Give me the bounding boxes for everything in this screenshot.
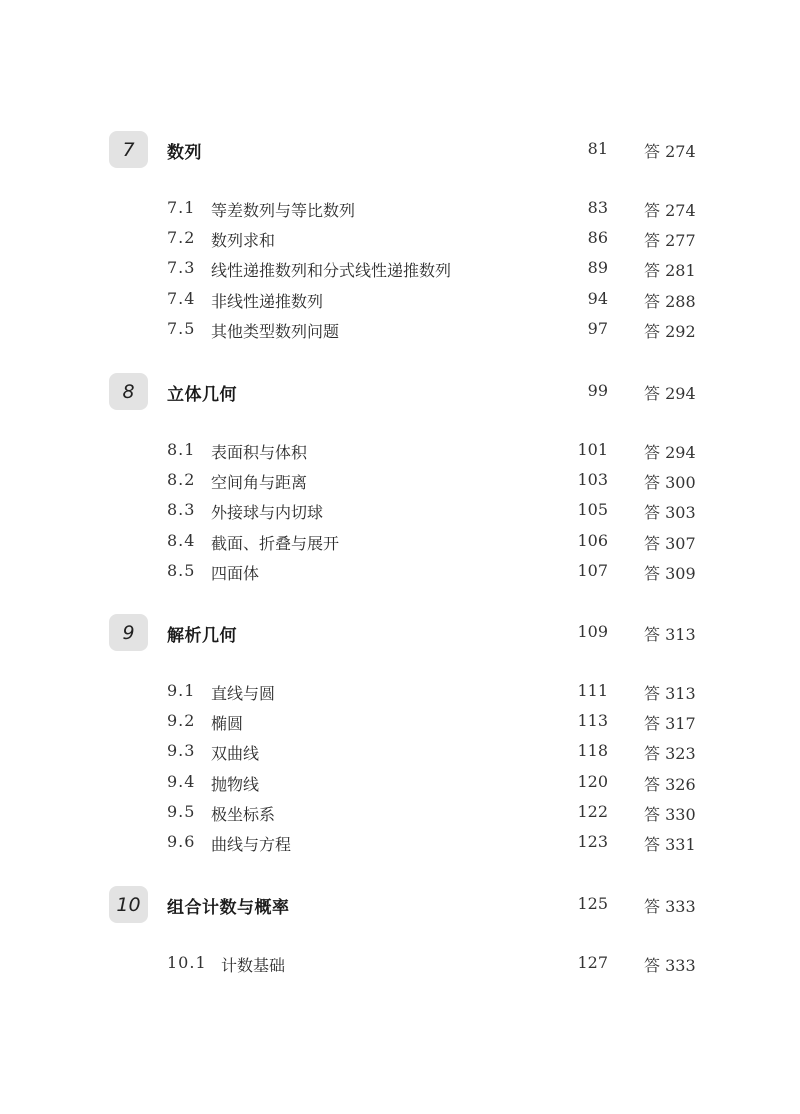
chapter-answer-page: 答 313 bbox=[644, 625, 696, 644]
chapter-title: 数列 bbox=[167, 143, 202, 163]
chapter-answer-page: 答 274 bbox=[644, 142, 696, 161]
section-row[interactable] bbox=[0, 949, 800, 979]
section-page-number: 120 bbox=[577, 771, 608, 791]
section-title: 其他类型数列问题 bbox=[211, 321, 340, 341]
section-number: 8.4 bbox=[167, 530, 196, 550]
chapter-number-badge: 10 bbox=[109, 886, 148, 923]
section-page-number: 94 bbox=[587, 288, 608, 308]
section-row[interactable] bbox=[0, 707, 800, 737]
section-answer-page: 答 277 bbox=[644, 231, 696, 251]
section-page-number: 113 bbox=[577, 711, 608, 731]
section-title: 双曲线 bbox=[211, 744, 260, 764]
section-number: 9.6 bbox=[167, 831, 196, 851]
section-row[interactable] bbox=[0, 677, 800, 707]
section-page-number: 127 bbox=[577, 953, 608, 972]
section-number: 8.2 bbox=[167, 470, 196, 490]
section-row[interactable] bbox=[0, 466, 800, 496]
chapter-title: 组合计数与概率 bbox=[167, 898, 290, 918]
section-row[interactable] bbox=[0, 315, 800, 345]
section-page-number: 106 bbox=[577, 530, 608, 550]
chapter-title: 立体几何 bbox=[167, 385, 237, 405]
section-row[interactable] bbox=[0, 194, 800, 224]
section-title: 空间角与距离 bbox=[211, 473, 308, 493]
chapter-answer-page: 答 294 bbox=[644, 384, 696, 403]
section-number: 7.5 bbox=[167, 318, 196, 338]
section-answer-page: 答 274 bbox=[644, 201, 696, 220]
section-title: 截面、折叠与展开 bbox=[211, 533, 340, 553]
section-title: 非线性递推数列 bbox=[211, 291, 324, 311]
chapter-heading[interactable] bbox=[0, 886, 800, 926]
section-title: 等差数列与等比数列 bbox=[211, 201, 356, 220]
section-number: 8.3 bbox=[167, 500, 196, 520]
section-number: 7.4 bbox=[167, 288, 196, 308]
section-page-number: 107 bbox=[577, 560, 608, 580]
section-number: 7.2 bbox=[167, 228, 196, 248]
chapter-page-number: 109 bbox=[577, 622, 608, 641]
chapter-heading[interactable] bbox=[0, 373, 800, 413]
section-page-number: 122 bbox=[577, 801, 608, 821]
section-number: 7.3 bbox=[167, 258, 196, 278]
section-number: 10.1 bbox=[167, 953, 207, 972]
section-title: 抛物线 bbox=[211, 774, 260, 794]
section-row[interactable] bbox=[0, 798, 800, 828]
section-page-number: 118 bbox=[577, 741, 608, 761]
section-row[interactable] bbox=[0, 828, 800, 858]
chapter-page-number: 99 bbox=[587, 381, 608, 400]
section-number: 9.5 bbox=[167, 801, 196, 821]
section-title: 线性递推数列和分式线性递推数列 bbox=[211, 261, 452, 281]
section-answer-page: 答 333 bbox=[644, 956, 696, 975]
section-row[interactable] bbox=[0, 436, 800, 466]
section-row[interactable] bbox=[0, 224, 800, 254]
section-number: 8.5 bbox=[167, 560, 196, 580]
section-row[interactable] bbox=[0, 254, 800, 284]
section-title: 极坐标系 bbox=[211, 804, 276, 824]
chapter-page-number: 125 bbox=[577, 894, 608, 913]
section-page-number: 97 bbox=[587, 318, 608, 338]
section-row[interactable] bbox=[0, 557, 800, 587]
chapter-title: 解析几何 bbox=[167, 626, 237, 646]
section-page-number: 103 bbox=[577, 470, 608, 490]
section-title: 表面积与体积 bbox=[211, 443, 308, 462]
section-number: 7.1 bbox=[167, 198, 196, 217]
chapter-9 bbox=[0, 614, 800, 858]
section-answer-page: 答 323 bbox=[644, 744, 696, 764]
section-answer-page: 答 288 bbox=[644, 291, 696, 311]
chapter-heading[interactable] bbox=[0, 131, 800, 171]
section-answer-page: 答 294 bbox=[644, 443, 696, 462]
chapter-number-badge: 7 bbox=[109, 131, 148, 168]
section-page-number: 86 bbox=[587, 228, 608, 248]
section-page-number: 105 bbox=[577, 500, 608, 520]
section-title: 计数基础 bbox=[221, 956, 286, 975]
chapter-7 bbox=[0, 131, 800, 345]
section-answer-page: 答 326 bbox=[644, 774, 696, 794]
chapter-answer-page: 答 333 bbox=[644, 897, 696, 916]
section-answer-page: 答 309 bbox=[644, 563, 696, 583]
section-answer-page: 答 292 bbox=[644, 321, 696, 341]
section-answer-page: 答 313 bbox=[644, 684, 696, 703]
section-number: 9.3 bbox=[167, 741, 196, 761]
section-answer-page: 答 330 bbox=[644, 804, 696, 824]
chapter-8 bbox=[0, 373, 800, 587]
section-answer-page: 答 281 bbox=[644, 261, 696, 281]
section-page-number: 83 bbox=[587, 198, 608, 217]
section-page-number: 111 bbox=[577, 681, 608, 700]
section-title: 椭圆 bbox=[211, 714, 244, 734]
section-row[interactable] bbox=[0, 768, 800, 798]
section-number: 9.4 bbox=[167, 771, 196, 791]
section-row[interactable] bbox=[0, 527, 800, 557]
section-row[interactable] bbox=[0, 285, 800, 315]
chapter-number-badge: 8 bbox=[109, 373, 148, 410]
section-list bbox=[0, 949, 800, 979]
section-list bbox=[0, 677, 800, 858]
section-answer-page: 答 303 bbox=[644, 503, 696, 523]
section-title: 四面体 bbox=[211, 563, 260, 583]
section-list bbox=[0, 194, 800, 345]
section-number: 9.1 bbox=[167, 681, 196, 700]
section-answer-page: 答 317 bbox=[644, 714, 696, 734]
section-list bbox=[0, 436, 800, 587]
section-row[interactable] bbox=[0, 737, 800, 767]
section-answer-page: 答 300 bbox=[644, 473, 696, 493]
section-number: 8.1 bbox=[167, 440, 196, 459]
chapter-page-number: 81 bbox=[587, 139, 608, 158]
section-page-number: 123 bbox=[577, 831, 608, 851]
section-title: 数列求和 bbox=[211, 231, 276, 251]
section-page-number: 101 bbox=[577, 440, 608, 459]
section-answer-page: 答 331 bbox=[644, 834, 696, 854]
chapter-number-badge: 9 bbox=[109, 614, 148, 651]
chapter-10 bbox=[0, 886, 800, 979]
section-title: 曲线与方程 bbox=[211, 834, 292, 854]
section-number: 9.2 bbox=[167, 711, 196, 731]
section-title: 外接球与内切球 bbox=[211, 503, 324, 523]
chapter-heading[interactable] bbox=[0, 614, 800, 654]
section-answer-page: 答 307 bbox=[644, 533, 696, 553]
section-title: 直线与圆 bbox=[211, 684, 276, 703]
section-page-number: 89 bbox=[587, 258, 608, 278]
section-row[interactable] bbox=[0, 496, 800, 526]
